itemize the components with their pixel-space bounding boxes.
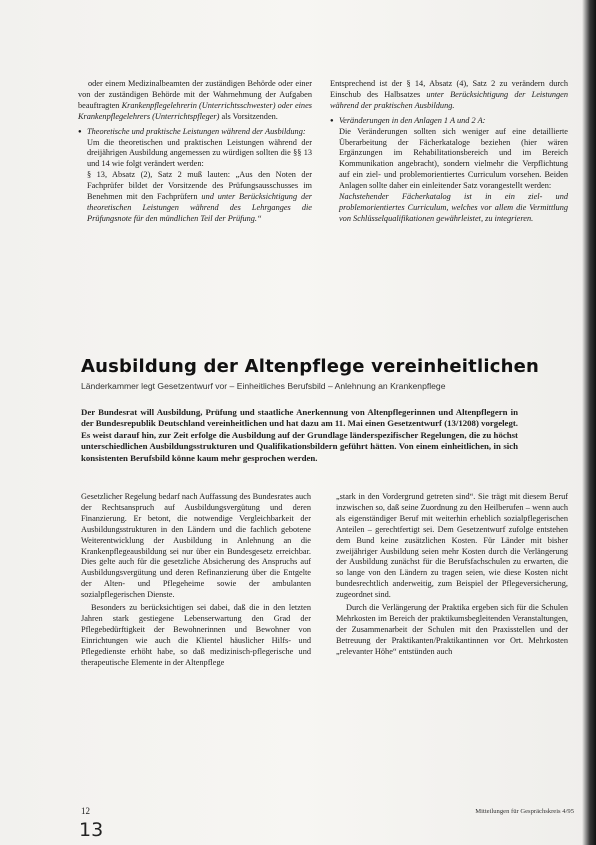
bullet-heading: Theoretische und praktische Leistungen während der Ausbildung: <box>87 126 306 136</box>
article-left-column <box>81 492 311 669</box>
handwritten-mark: 13 <box>79 819 104 841</box>
paragraph: „stark in den Vordergrund getreten sind“. Sie trägt mit diesem Beruf inzwischen so, daß seine Zuordnung zu den Heilberufen – wenn auch als eigenständiger Beruf mit weiterhin erheblich sozialpflegerischen Anteilen – gerechtfertigt sei. Dem Gesetzentwurf zufolge entstehen dem Bund keine zusätzlichen Kosten. Für Länder mit bisher zweijähriger Ausbildung seien mehr Kosten durch die Verlängerung der Ausbildung zunächst für die Berufsfachschulen zu erwarten, die so lange von den Ländern zu tragen seien, wie diese Kosten nicht bundesrechtlich anderweitig, zum Beispiel der Pflegeversicherung, zugeordnet sind. <box>336 492 568 600</box>
bullet-heading: Veränderungen in den Anlagen 1 A und 2 A: <box>339 115 486 125</box>
bullet-item <box>78 127 312 171</box>
page-footer: Mitteilungen für Gesprächskreis 4/95 <box>475 808 574 815</box>
paragraph: Gesetzlicher Regelung bedarf nach Auffassung des Bundesrates auch der Rechtsanspruch auf Ausbildungsvergütung und deren Finanzierung. Er betont, die notwendige Vergleichbarkeit der Ausbildungsstrukturen in den Ländern und die fachlich gebotene Weiterentwicklung der Ausbildung in Anlehnung an die Krankenpflegeausbildung sei nur über ein Bundesgesetz erreichbar. Dies gelte auch für die gesetzliche Absicherung des Anspruchs auf Ausbildungsvergütung und deren Refinanzierung über die Entgelte der Alten- und Pflegeheime sowie der ambulanten sozialpflegerischen Dienste. <box>81 492 311 600</box>
paragraph: Besonders zu berücksichtigen sei dabei, daß die in den letzten Jahren stark gestiegene Lebenserwartung den Grad der Pflegebedürftigkeit der Bewohnerinnen und Bewohner von Einrichtungen wie auch die Klientel häuslicher Hilfs- und Pflegedienste erhöht habe, so daß medizinisch-pflegerische und therapeutische Elemente in der Altenpflege <box>81 603 311 667</box>
bullet-text: Die Veränderungen sollten sich weniger auf eine detaillierte Überarbeitung der Fächerkataloge beziehen (hier wären Ergänzungen im Rehabilitationsbereich und im Bereich Kommunikation angebracht), sondern vielmehr die Verpflichtung auf ein ziel- und problemorientiertes Curriculum vorsehen. Beiden Anlagen sollte daher ein einleitender Satz vorangestellt werden: <box>339 126 568 191</box>
article-right-column <box>336 492 568 658</box>
top-left-column <box>78 79 312 225</box>
paragraph: § 13, Absatz (2), Satz 2 muß lauten: „Aus den Noten der Fachprüfer bildet der Vorsitzende des Prüfungsausschusses im Benehmen mit den Fachprüfern und unter Berücksichtigung der theoretischen Leistungen während des Lehrganges die Prüfungsnote für den mündlichen Teil der Prüfung.“ <box>87 170 313 223</box>
article-subtitle: Länderkammer legt Gesetzentwurf vor – Einheitliches Berufsbild – Anlehnung an Krankenpflege <box>81 381 446 391</box>
page-number: 12 <box>81 806 90 816</box>
paragraph: Durch die Verlängerung der Praktika ergeben sich für die Schulen Mehrkosten im Bereich der praktikumsbegleitenden Veranstaltungen, der Zusammenarbeit der Schulen mit den Praxisstellen und der Betreuung der Praktikanten/Praktikantinnen vor Ort. Mehrkosten „relevanter Höhe“ entstünden auch <box>336 603 568 656</box>
article-title: Ausbildung der Altenpflege vereinheitlichen <box>81 356 540 377</box>
bullet-item <box>330 116 568 225</box>
paragraph: oder einem Medizinalbeamten der zuständigen Behörde oder einer von der zuständigen Behörde mit der Wahrnehmung der Aufgaben beauftragten Krankenpflegelehrerin (Unterrichtsschwester) oder eines Krankenpflegelehrers (Unterrichtspfleger) als Vorsitzenden. <box>78 79 312 121</box>
scan-edge-shadow <box>582 0 596 845</box>
italic-quote: Nachstehender Fächerkatalog ist in ein ziel- und problemorientiertes Curriculum, welches vor allem die Vermittlung von Schlüsselqualifikationen gewährleistet, zu integrieren. <box>339 192 568 223</box>
paragraph: Entsprechend ist der § 14, Absatz (4), Satz 2 zu verändern durch Einschub des Halbsatzes unter Berücksichtigung der Leistungen während der praktischen Ausbildung. <box>330 79 568 110</box>
lead-paragraph: Der Bundesrat will Ausbildung, Prüfung und staatliche Anerkennung von Altenpflegerinnen und Altenpflegern in der Bundesrepublik Deutschland vereinheitlichen und hat dazu am 11. Mai einen Gesetzentwurf (13/1208) vorgelegt. Es weist darauf hin, zur Zeit erfolge die Ausbildung auf der Grundlage länderspezifischer Regelungen, die zu höchst unterschiedlichen Ausbildungsstrukturen und Qualifikationsbildern geführt hätten. Von einem einheitlichen, in sich konsistenten Berufsbild könne kaum mehr gesprochen werden. <box>81 407 518 463</box>
bullet-text: Um die theoretischen und praktischen Leistungen während der dreijährigen Ausbildung angemessen zu würdigen sollten die §§ 13 und 14 wie folgt verändert werden: <box>87 137 312 169</box>
top-right-column <box>330 79 568 225</box>
